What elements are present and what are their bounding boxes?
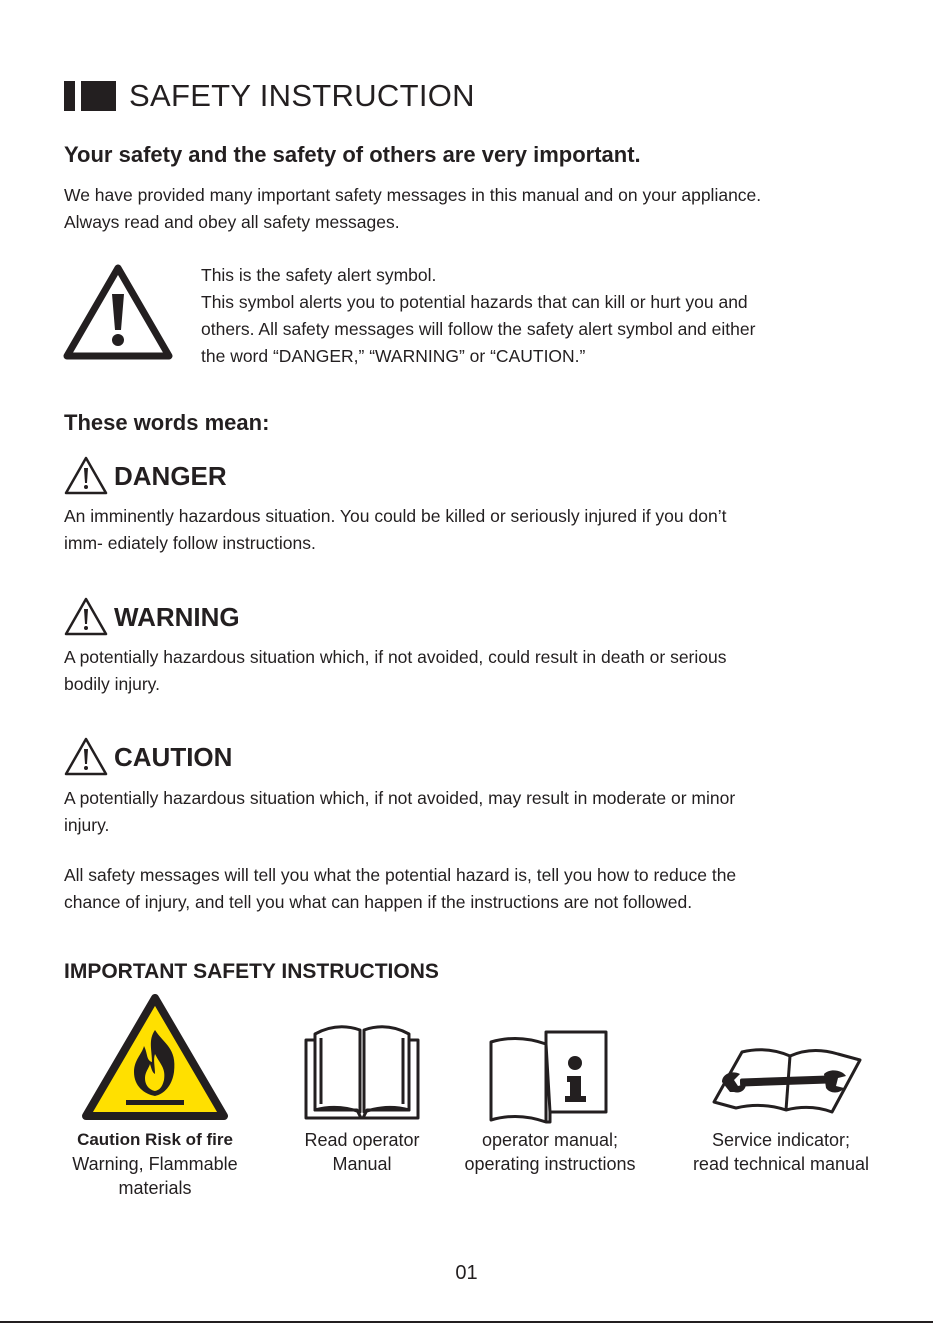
caution-description [64, 785, 884, 839]
fire-caption-line: Warning, Flammable [72, 1154, 238, 1174]
safety-alert-icon [63, 264, 173, 362]
caution-line: injury. [64, 815, 110, 835]
caution-heading [64, 737, 232, 776]
wrench-book-icon [712, 1046, 862, 1116]
danger-heading [64, 456, 227, 495]
page-number: 01 [455, 1262, 478, 1284]
warning-triangle-icon [64, 737, 108, 776]
alert-line: This symbol alerts you to potential hazards that can kill or hurt you and [201, 292, 748, 312]
service-caption [665, 1128, 897, 1176]
service-caption-line: read technical manual [692, 1154, 870, 1174]
danger-line: An imminently hazardous situation. You could be killed or seriously injured if you don’t [64, 506, 727, 526]
warning-description [64, 644, 884, 698]
warning-triangle-icon [64, 456, 108, 495]
caution-label: CAUTION [114, 741, 233, 772]
all-messages-paragraph [64, 862, 884, 916]
manual-caption-line: operator manual; [481, 1130, 619, 1150]
intro-paragraph [64, 182, 884, 236]
fire-caption-title: Caution Risk of fire [77, 1130, 233, 1149]
all-messages-line: All safety messages will tell you what the potential hazard is, tell you how to reduce the [64, 865, 737, 885]
caution-line: A potentially hazardous situation which, if not avoided, may result in moderate or minor [64, 788, 736, 808]
all-messages-line: chance of injury, and tell you what can happen if the instructions are not followed. [64, 892, 693, 912]
alert-line: the word “DANGER,” “WARNING” or “CAUTION.” [201, 346, 586, 366]
header-bar-small [64, 81, 75, 111]
fire-caption [50, 1128, 260, 1200]
alert-line: others. All safety messages will follow the safety alert symbol and either [201, 319, 756, 339]
read-caption-line: Read operator [304, 1130, 420, 1150]
words-heading: These words mean: [64, 410, 270, 435]
danger-line: imm- ediately follow instructions. [64, 533, 316, 553]
alert-description [201, 262, 891, 370]
fire-caption-line: materials [118, 1178, 192, 1198]
subtitle: Your safety and the safety of others are very important. [64, 142, 641, 167]
warning-label: WARNING [114, 601, 240, 632]
warning-line: A potentially hazardous situation which, if not avoided, could result in death or serious [64, 647, 727, 667]
read-caption-line: Manual [332, 1154, 392, 1174]
flammable-warning-icon [82, 994, 228, 1122]
danger-label: DANGER [114, 460, 227, 491]
service-caption-line: Service indicator; [711, 1130, 851, 1150]
important-instructions-title: IMPORTANT SAFETY INSTRUCTIONS [64, 960, 439, 983]
manual-caption [440, 1128, 660, 1176]
warning-triangle-icon [64, 597, 108, 636]
manual-caption-line: operating instructions [464, 1154, 636, 1174]
header-bar-large [81, 81, 116, 111]
warning-heading [64, 597, 240, 636]
warning-line: bodily injury. [64, 674, 160, 694]
read-caption [282, 1128, 442, 1176]
intro-line: We have provided many important safety messages in this manual and on your appliance. [64, 185, 762, 205]
intro-line: Always read and obey all safety messages. [64, 212, 400, 232]
page-title: SAFETY INSTRUCTION [129, 78, 475, 113]
bottom-rule [0, 1321, 933, 1323]
danger-description [64, 503, 884, 557]
info-manual-icon [488, 1030, 610, 1124]
alert-line: This is the safety alert symbol. [201, 265, 437, 285]
open-book-icon [303, 1020, 421, 1122]
